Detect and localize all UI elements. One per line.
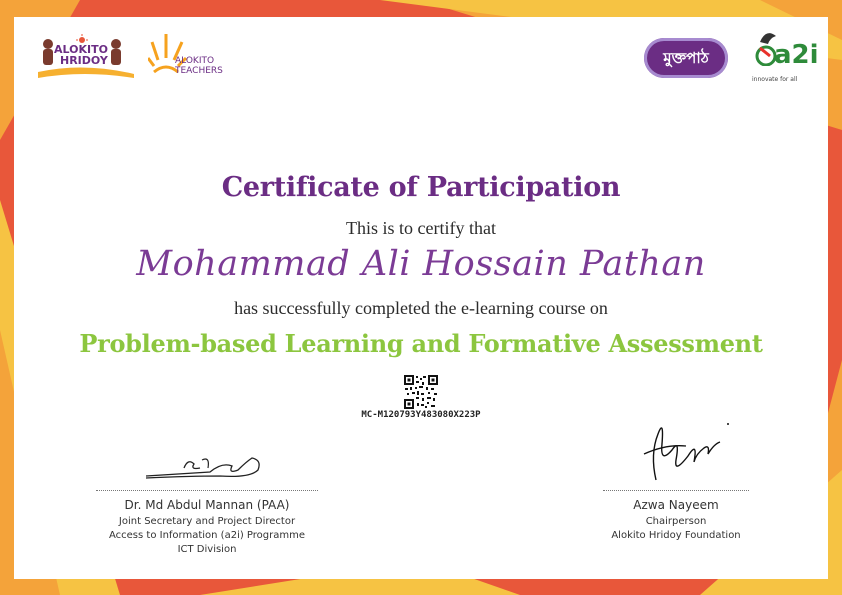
a2i-tagline: innovate for all (752, 76, 798, 83)
signatory-right-name: Azwa Nayeem (633, 498, 719, 512)
signatory-right-role: Chairperson (645, 516, 707, 527)
certificate-title: Certificate of Participation (221, 172, 621, 203)
alokito-teachers-text-line1: ALOKITO (175, 56, 215, 66)
alokito-hridoy-text-line2: HRIDOY (60, 54, 108, 67)
a2i-logo (746, 26, 819, 88)
signatory-right (566, 498, 786, 543)
completion-line: has successfully completed the e-learning course on (234, 298, 608, 318)
a2i-mark: a2i (774, 40, 819, 70)
signatory-right-role: Alokito Hridoy Foundation (611, 530, 741, 541)
signature-line-left (96, 490, 318, 491)
alokito-teachers-text-line2: TEACHERS (175, 66, 223, 76)
qr-code (404, 375, 438, 409)
alokito-hridoy-text-line1: ALOKITO (54, 43, 108, 56)
alokito-teachers-logo (148, 28, 234, 84)
certify-line: This is to certify that (346, 218, 496, 238)
signature-nayeem (636, 404, 736, 488)
signatory-left-role: Access to Information (a2i) Programme (108, 530, 306, 541)
alokito-hridoy-logo (34, 34, 138, 80)
muktopaath-logo (644, 38, 728, 78)
signature-line-right (603, 490, 749, 491)
recipient-name: Mohammad Ali Hossain Pathan (136, 244, 706, 284)
signatory-left-name: Dr. Md Abdul Mannan (PAA) (124, 498, 290, 512)
muktopaath-text: মুক্তপাঠ (663, 49, 709, 67)
signatory-left-role: ICT Division (177, 544, 237, 555)
verification-code: MC-M120793Y483080X223P (361, 410, 481, 420)
course-name: Problem-based Learning and Formative Assessment (79, 329, 763, 358)
signatory-left (66, 498, 348, 557)
signature-mannan (140, 440, 270, 484)
signatory-left-role: Joint Secretary and Project Director (118, 516, 296, 527)
